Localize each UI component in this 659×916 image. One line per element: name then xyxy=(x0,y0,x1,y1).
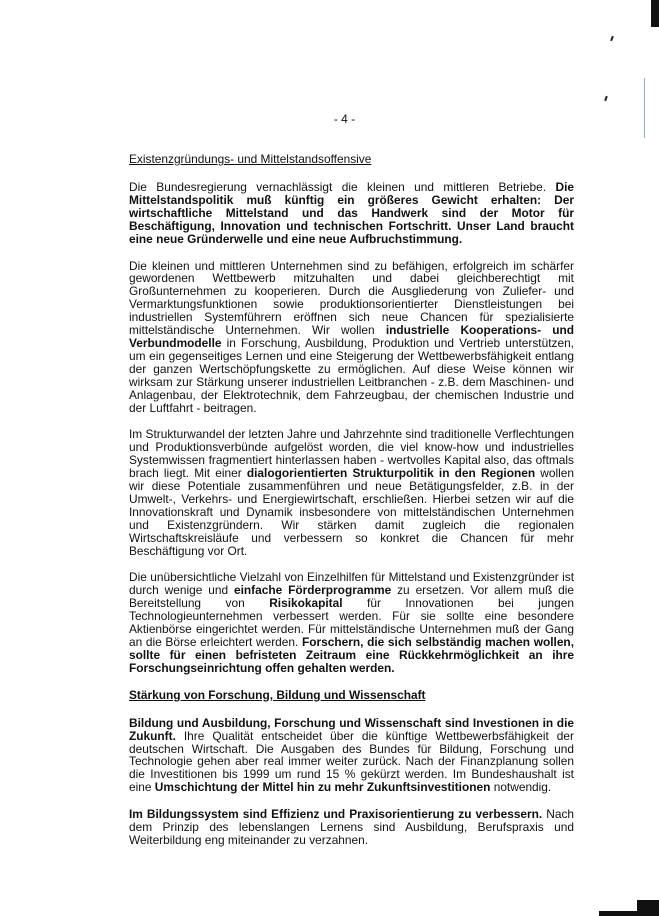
scan-artifact-line xyxy=(644,78,645,138)
page-number: - 4 - xyxy=(333,112,356,126)
text-run: zu ersetzen. Vor allem muß die Bereitstellung von xyxy=(129,583,574,611)
bold-text-run: einfache Förderprogramme xyxy=(233,583,392,598)
section-heading: Stärkung von Forschung, Bildung und Wissenschaft xyxy=(129,687,426,702)
paragraph xyxy=(129,260,574,415)
text-run: für Innovationen bei jungen Technologieunternehmen verbessert werden. Für sie sollte eine besondere Aktienbörse eingerichtet werden. Für mittelständische Unternehmen muß der Gang an die Börse erleichtert werden. xyxy=(129,596,575,649)
text-run: Ihre Qualität entscheidet über die künftige Wettbewerbsfähigkeit der deutschen Wirtschaft. Die Ausgaben des Bundes für Bildung, Forschung und Technologie gehen aber real immer weiter zurück. Nach der Finanzplanung sollen die Investitionen bis 1999 um rund 15 % gekürzt werden. Im Bundeshaushalt ist eine xyxy=(129,728,574,795)
paragraph xyxy=(129,717,574,794)
text-run: notwendig. xyxy=(490,780,552,795)
document-body xyxy=(129,153,574,861)
paragraph xyxy=(129,808,574,847)
bold-text-run: Bildung und Ausbildung, Forschung und Wissenschaft sind Investionen in die Zukunft. xyxy=(129,715,574,743)
scan-speck xyxy=(604,96,608,101)
paragraph xyxy=(129,428,574,557)
text-run: Die kleinen und mittleren Unternehmen sind zu befähigen, erfolgreich im schärfer gewordenen Wettbewerb mitzuhalten und dabei gleichberechtigt mit Großunternehmen zu kooperieren. Durch die Ausgliederung von Zuliefer- und Vermarktungsfunktionen sowie produktionsorientierter Dienstleistungen bei industriellen Systemführern eröffnen sich neue Chancen für spezialisierte mittelständische Unternehmen. Wir wollen xyxy=(129,258,574,338)
bold-text-run: Die Mittelstandspolitik muß künftig ein größeres Gewicht erhalten: Der wirtschaftliche Mittelstand und das Handwerk sind der Motor für Beschäftigung, Innovation und technischen Fortschritt. Unser Land braucht eine neue Gründerwelle und eine neue Aufbruchstimmung. xyxy=(129,180,574,246)
bold-text-run: industrielle Kooperations- und Verbundmodelle xyxy=(129,323,575,350)
bold-text-run: Im Bildungssystem sind Effizienz und Praxisorientierung zu verbessern. xyxy=(129,807,543,822)
paragraph xyxy=(129,181,574,246)
text-run: Die Bundesregierung vernachlässigt die kleinen und mittleren Betriebe. xyxy=(129,180,556,194)
scan-artifact-bottom-bar xyxy=(599,911,659,916)
text-run: in Forschung, Ausbildung, Produktion und Vertrieb unterstützen, um ein gegenseitiges Lernen und eine Steigerung der Wettbewerbsfähigkeit entlang der ganzen Wertschöpfungskette zu ermöglichen. Auf diese Weise können wir wirksam zur Stärkung unserer industriellen Leitbranchen - z.B. dem Maschinen- und Anlagenbau, der Elektrotechnik, dem Fahrzeugbau, der chemischen Industrie und der Luftfahrt - beitragen. xyxy=(129,335,574,415)
section-heading: Existenzgründungs- und Mittelstandsoffensive xyxy=(129,152,372,166)
text-run: Nach dem Prinzip des lebenslangen Lernens sind Ausbildung, Berufspraxis und Weiterbildung eng miteinander zu verzahnen. xyxy=(129,807,575,847)
text-run: wollen wir diese Potentiale zusammenführen und neue Betätigungsfelder, z.B. in der Umwelt-, Verkehrs- und Energiewirtschaft, erschließen. Hierbei setzen wir auf die Innovationskraft und Dynamik insbesondere von mittelständischen Unternehmen und Existenzgründern. Wir stärken damit zugleich die regionalen Wirtschaftskreisläufe und verbessern so konkret die Chancen für mehr Beschäftigung vor Ort. xyxy=(129,466,575,558)
bold-text-run: Forschern, die sich selbständig machen wollen, sollte für einen befristeten Zeitraum eine Rückkehrmöglichkeit an ihre Forschungseinrichtung offen gehalten werden. xyxy=(129,635,574,675)
bold-text-run: Risikokapital xyxy=(269,596,343,611)
bold-text-run: dialogorientierten Strukturpolitik in den Regionen xyxy=(246,466,536,481)
text-run: Die unübersichtliche Vielzahl von Einzelhilfen für Mittelstand und Existenzgründer ist durch wenige und xyxy=(129,570,574,598)
paragraph xyxy=(129,571,574,674)
scan-speck xyxy=(610,36,614,41)
text-run: Im Strukturwandel der letzten Jahre und Jahrzehnte sind traditionelle Verflechtungen und Produktionsverbünde aufgelöst worden, die viel know-how und industrielles Systemwissen fragmentiert hinterlassen haben - wertvolles Kapital also, das oftmals brach liegt. Mit einer xyxy=(129,427,574,481)
scan-artifact-top-right xyxy=(651,0,659,27)
bold-text-run: Umschichtung der Mittel hin zu mehr Zukunftsinvestitionen xyxy=(154,780,491,795)
